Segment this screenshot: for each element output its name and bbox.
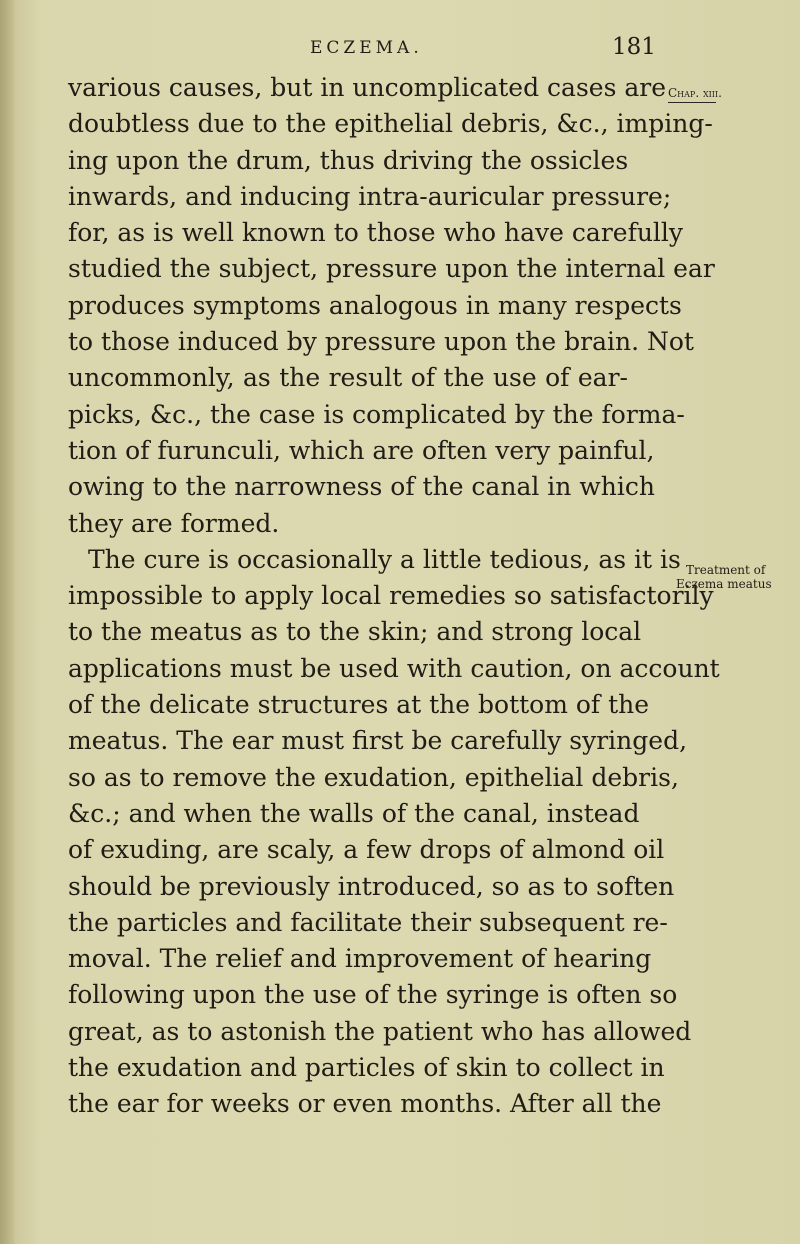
text-line: following upon the use of the syringe is often so [68,980,678,1010]
text-line: the particles and facilitate their subsequent re- [68,907,668,937]
text-line: impossible to apply local remedies so satisfactorily [68,581,714,611]
chapter-label: Chap. xiii. [668,86,722,100]
text-line: inwards, and inducing intra-auricular pressure; [68,181,672,211]
running-title: ECZEMA. [310,38,423,58]
text-line: the exudation and particles of skin to collect in [68,1053,665,1083]
text-line: they are formed. [68,508,280,538]
text-line: various causes, but in uncomplicated cases are [68,73,667,102]
page-number: 181 [612,34,656,60]
text-line: great, as to astonish the patient who has allowed [68,1016,692,1046]
text-line: ing upon the drum, thus driving the ossicles [68,145,629,175]
chapter-marker [668,86,722,100]
text-line: to the meatus as to the skin; and strong local [68,617,642,647]
text-line: should be previously introduced, so as to soften [68,871,675,901]
margin-note-line: Eczema meatus [676,577,772,591]
text-line: to those induced by pressure upon the brain. Not [68,327,694,357]
text-line: applications must be used with caution, on account [68,653,720,683]
text-line: &c.; and when the walls of the canal, instead [68,798,640,828]
text-line: produces symptoms analogous in many respects [68,290,682,320]
page-gutter [0,0,14,1244]
text-line: uncommonly, as the result of the use of ear- [68,363,628,393]
text-line: The cure is occasionally a little tedious, as it is [88,544,681,574]
text-line: of exuding, are scaly, a few drops of almond oil [68,835,665,865]
text-line: so as to remove the exudation, epithelial debris, [68,762,679,792]
text-line: of the delicate structures at the bottom of the [68,690,650,720]
margin-note-line: Treatment of [686,563,766,577]
text-line: studied the subject, pressure upon the internal ear [68,254,715,284]
text-line: owing to the narrowness of the canal in which [68,472,655,502]
text-line: doubtless due to the epithelial debris, &c., imping- [68,109,713,139]
text-line: tion of furunculi, which are often very painful, [68,435,655,465]
text-line: meatus. The ear must first be carefully syringed, [68,726,688,756]
chapter-underline [668,102,716,103]
text-line: moval. The relief and improvement of hearing [68,944,652,974]
text-line: for, as is well known to those who have carefully [68,218,684,248]
text-line: picks, &c., the case is complicated by the forma- [68,399,685,429]
running-head [0,34,800,68]
text-line: the ear for weeks or even months. After all the [68,1089,662,1119]
